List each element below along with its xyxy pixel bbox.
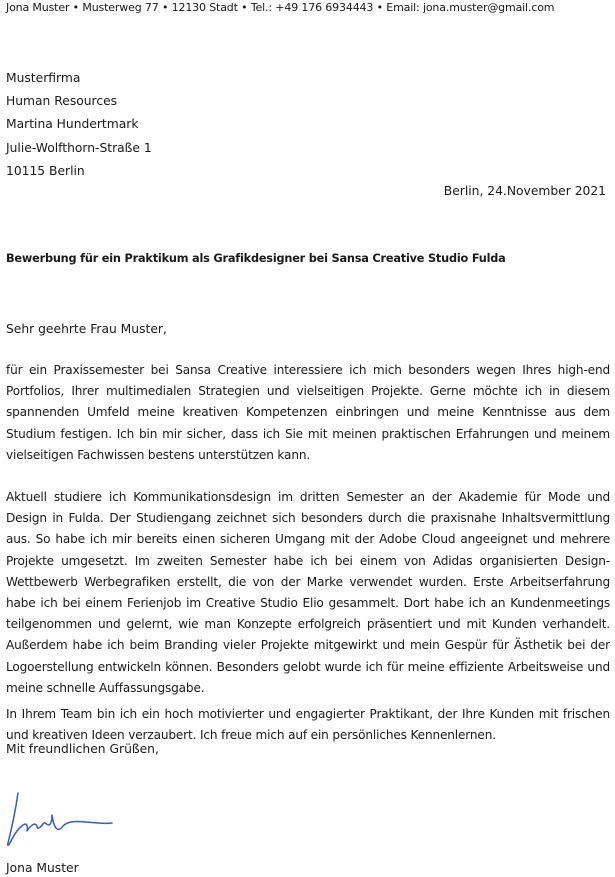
handwritten-signature <box>4 783 114 855</box>
recipient-person: Martina Hundertmark <box>6 117 139 132</box>
recipient-street: Julie-Wolfthorn-Straße 1 <box>6 140 152 155</box>
recipient-department: Human Resources <box>6 94 118 109</box>
salutation: Sehr geehrte Frau Muster, <box>6 322 167 336</box>
body-paragraph-3: In Ihrem Team bin ich ein hoch motivierter und engagierter Praktikant, der Ihre Kunden mit frischen und kreativen Ideen verzaubert. Ich freue mich auf ein persönliches Kennenlernen. <box>6 707 610 743</box>
recipient-company: Musterfirma <box>6 71 81 85</box>
sender-contact-line: Jona Muster • Musterweg 77 • 12130 Stadt • Tel.: +49 176 6934443 • Email: jona.muster@gmail.com <box>6 1 555 14</box>
sender-name: Jona Muster <box>6 861 79 875</box>
recipient-city: 10115 Berlin <box>6 163 85 178</box>
body-paragraph-2: Aktuell studiere ich Kommunikationsdesign im dritten Semester an der Akademie für Mode und Design in Fulda. Der Studiengang zeichnet sich besonders durch die praxisnahe Inhaltsvermittlung aus. So habe ich mir bereits einen sicheren Umgang mit der Adobe Cloud angeeignet und mehrere Projekte umgesetzt. Im zweiten Semester habe ich bei einem von Adidas organisierten Design-Wettbewerb Werbegrafiken erstellt, die von der Marke verwendet wurden. Erste Arbeitserfahrung habe ich bei einem Ferienjob im Creative Studio Elio gesammelt. Dort habe ich an Kundenmeetings teilgenommen und gelernt, wie man Konzepte erfolgreich präsentiert und mit Kunden verhandelt. Außerdem habe ich beim Branding vieler Projekte mitgewirkt und mein Gespür für Ästhetik bei der Logoerstellung entwickeln können. Besonders gelobt wurde ich für meine effiziente Arbeitsweise und meine schnelle Auffassungsgabe. <box>6 490 610 695</box>
recipient-address <box>6 67 152 183</box>
closing-phrase: Mit freundlichen Grüßen, <box>6 742 159 756</box>
letter-date: Berlin, 24.November 2021 <box>443 184 606 198</box>
body-paragraph-1: für ein Praxissemester bei Sansa Creative interessiere ich mich besonders wegen Ihres high-end Portfolios, Ihrer multimedialen Strategien und vielseitigen Projekte. Gerne möchte ich in diesem spannenden Umfeld meine kreativen Kompetenzen einbringen und meine Kenntnisse aus dem Studium festigen. Ich bin mir sicher, dass ich Sie mit meinen praktischen Erfahrungen und meinem vielseitigen Fachwissen bestens unterstützen kann. <box>6 363 610 462</box>
letter-subject: Bewerbung für ein Praktikum als Grafikdesigner bei Sansa Creative Studio Fulda <box>6 252 506 265</box>
